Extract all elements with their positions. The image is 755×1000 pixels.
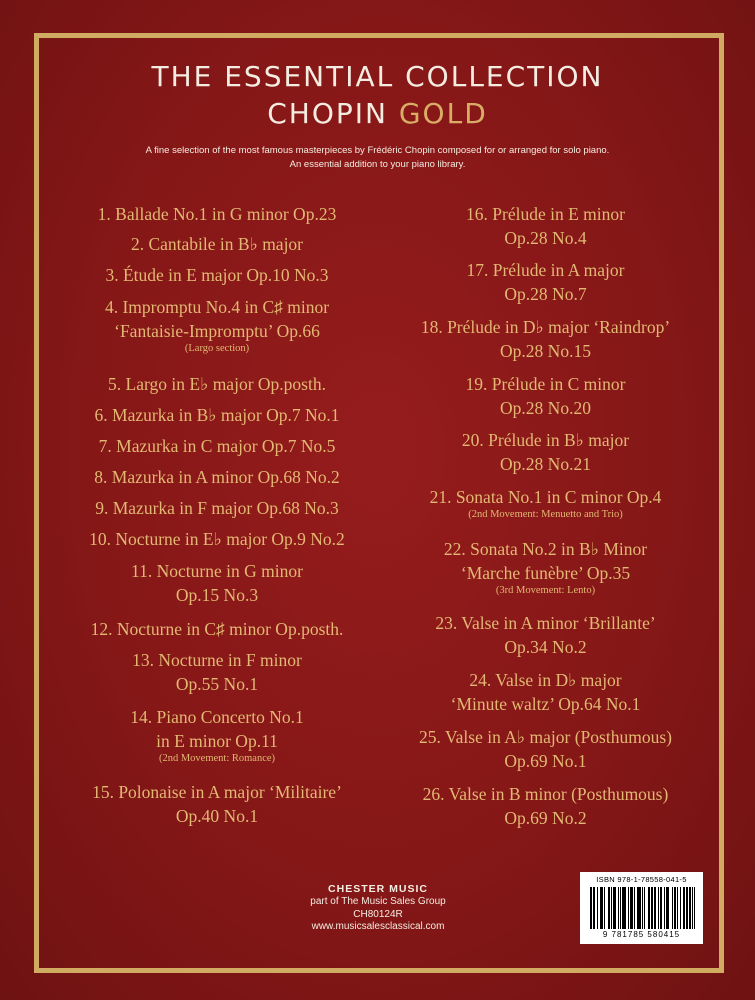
contents-entry-note: (Largo section): [184, 343, 250, 354]
barcode-bar: [689, 887, 690, 929]
contents-entry: [52, 780, 382, 828]
barcode-bar: [590, 887, 592, 929]
contents-entry-line: 5. Largo in E♭ major Op.posth.: [108, 374, 326, 394]
contents-entry: [378, 668, 713, 716]
barcode-bar: [648, 887, 649, 929]
intro-line: An essential addition to your piano library.: [289, 159, 466, 170]
contents-entry: [52, 434, 382, 458]
contents-entry: [52, 263, 382, 287]
book-title-gold: GOLD: [398, 97, 488, 130]
barcode-bar: [632, 887, 633, 929]
contents-entry-line: Op.15 No.3: [175, 585, 259, 605]
isbn-number: ISBN 978-1-78558-041-5: [596, 875, 687, 884]
contents-entry: [52, 465, 382, 489]
contents-entry-line: 25. Valse in A♭ major (Posthumous): [419, 727, 672, 747]
barcode-bar: [628, 887, 629, 929]
barcode-bar: [640, 887, 641, 929]
barcode-bar: [677, 887, 678, 929]
contents-entry-note: (2nd Movement: Menuetto and Trio): [468, 509, 623, 520]
contents-entry-line: 15. Polonaise in A major ‘Militaire’: [92, 782, 342, 802]
barcode-graphic: [588, 887, 695, 929]
contents-entry-line: 11. Nocturne in G minor: [131, 561, 303, 581]
contents-entry-line: 16. Prélude in E minor: [466, 204, 625, 224]
barcode-bar: [686, 887, 688, 929]
contents-entry-line: 17. Prélude in A major: [466, 260, 625, 280]
barcode-bar: [620, 887, 621, 929]
contents-entry-line: Op.28 No.21: [500, 454, 591, 474]
publisher-website: www.musicsalesclassical.com: [311, 921, 445, 932]
barcode-bar: [634, 887, 635, 929]
barcode-bar: [622, 887, 624, 929]
contents-entry: [378, 202, 713, 250]
contents-entry-line: Op.69 No.1: [504, 751, 587, 771]
contents-entry: [378, 315, 713, 363]
barcode-bar: [625, 887, 626, 929]
barcode-bar: [649, 887, 650, 929]
contents-entry-line: 1. Ballade No.1 in G minor Op.23: [97, 204, 337, 224]
barcode-bar: [660, 887, 661, 929]
barcode-bar: [680, 887, 681, 929]
contents-entry-line: 7. Mazurka in C major Op.7 No.5: [98, 436, 336, 456]
barcode-digits: 9 781785 580415: [602, 930, 681, 939]
barcode-bar: [672, 887, 673, 929]
contents-entry-line: Op.69 No.2: [504, 808, 587, 828]
contents-entry-line: Op.40 No.1: [175, 806, 259, 826]
barcode-bar: [664, 887, 665, 929]
barcode-bar: [651, 887, 652, 929]
barcode-bar: [692, 887, 693, 929]
contents-entry-line: 10. Nocturne in E♭ major Op.9 No.2: [89, 529, 345, 549]
contents-entry: [52, 496, 382, 520]
barcode-bar: [630, 887, 632, 929]
barcode-bar: [652, 887, 653, 929]
barcode-bar: [675, 887, 676, 929]
barcode-bar: [674, 887, 675, 929]
barcode-bar: [668, 887, 669, 929]
contents-entry: [52, 648, 382, 696]
barcode-bar: [666, 887, 667, 929]
contents-entry-note: (2nd Movement: Romance): [158, 753, 276, 764]
barcode-bar: [609, 887, 610, 929]
contents-entry-line: 24. Valse in D♭ major: [469, 670, 622, 690]
barcode-bar: [618, 887, 619, 929]
contents-entry: [52, 617, 382, 641]
contents-entry-line: 4. Impromptu No.4 in C♯ minor: [104, 297, 330, 317]
barcode-bar: [613, 887, 614, 929]
barcode-bar: [654, 887, 656, 929]
contents-entry-line: Op.28 No.20: [500, 398, 591, 418]
barcode-bar: [667, 887, 668, 929]
contents-entry-note: (3rd Movement: Lento): [495, 585, 596, 596]
contents-entry-line: 12. Nocturne in C♯ minor Op.posth.: [90, 619, 344, 639]
contents-entry-line: in E minor Op.11: [156, 731, 278, 751]
contents-entry: [378, 725, 713, 773]
contents-entry-line: 22. Sonata No.2 in B♭ Minor: [443, 539, 648, 559]
series-title: [0, 60, 755, 93]
barcode-bar: [611, 887, 612, 929]
barcode-bar: [614, 887, 616, 929]
publisher-name: CHESTER MUSIC: [328, 883, 428, 895]
contents-entry-line: Op.28 No.15: [500, 341, 591, 361]
barcode-bar: [642, 887, 643, 929]
contents-entry: [52, 705, 382, 765]
isbn-barcode-label: [580, 872, 703, 944]
publisher-group: part of The Music Sales Group: [310, 896, 446, 907]
contents-entry-line: 18. Prélude in D♭ major ‘Raindrop’: [420, 317, 671, 337]
contents-entry-line: 3. Étude in E major Op.10 No.3: [105, 265, 329, 285]
contents-entry: [378, 372, 713, 420]
contents-entry-line: Op.55 No.1: [175, 674, 259, 694]
contents-entry: [378, 258, 713, 306]
barcode-bar: [597, 887, 598, 929]
barcode-bar: [644, 887, 645, 929]
book-title: [0, 97, 755, 130]
barcode-bar: [661, 887, 662, 929]
contents-entry: [52, 295, 382, 355]
contents-entry-line: Op.28 No.4: [504, 228, 587, 248]
barcode-bar: [690, 887, 691, 929]
contents-entry-line: 21. Sonata No.1 in C minor Op.4: [429, 487, 662, 507]
contents-entry: [52, 403, 382, 427]
contents-entry: [378, 537, 713, 597]
publisher-block: [238, 882, 518, 934]
intro-blurb: [0, 144, 755, 172]
contents-entry: [378, 611, 713, 659]
contents-entry-line: 20. Prélude in B♭ major: [461, 430, 630, 450]
barcode-bar: [608, 887, 609, 929]
contents-entry-line: 6. Mazurka in B♭ major Op.7 No.1: [94, 405, 340, 425]
contents-entry-line: 2. Cantabile in B♭ major: [130, 234, 304, 254]
barcode-bar: [694, 887, 695, 929]
contents-entry: [378, 485, 713, 521]
contents-entry-line: ‘Fantaisie-Impromptu’ Op.66: [114, 321, 320, 341]
contents-entry: [52, 202, 382, 226]
contents-entry-line: 26. Valse in B minor (Posthumous): [422, 784, 669, 804]
intro-line: A fine selection of the most famous masterpieces by Frédéric Chopin composed for or arranged for solo piano.: [145, 145, 610, 156]
barcode-bar: [658, 887, 659, 929]
barcode-bar: [684, 887, 685, 929]
contents-entry-line: ‘Minute waltz’ Op.64 No.1: [450, 694, 641, 714]
contents-entry-line: 19. Prélude in C minor: [465, 374, 626, 394]
contents-entry-line: 8. Mazurka in A minor Op.68 No.2: [94, 467, 340, 487]
contents-entry-line: Op.34 No.2: [504, 637, 587, 657]
contents-entry: [52, 232, 382, 256]
contents-entry-line: 23. Valse in A minor ‘Brillante’: [435, 613, 656, 633]
contents-entry-line: ‘Marche funèbre’ Op.35: [460, 563, 631, 583]
contents-entry: [378, 782, 713, 830]
barcode-bar: [638, 887, 640, 929]
book-title-chopin: CHOPIN: [267, 97, 388, 130]
contents-entry-line: 13. Nocturne in F minor: [132, 650, 302, 670]
barcode-bar: [637, 887, 638, 929]
barcode-bar: [624, 887, 625, 929]
contents-entry-line: Op.28 No.7: [504, 284, 587, 304]
barcode-bar: [600, 887, 601, 929]
contents-entry: [52, 527, 382, 551]
barcode-bar: [593, 887, 594, 929]
contents-entry-line: 9. Mazurka in F major Op.68 No.3: [95, 498, 339, 518]
series-title-text: THE ESSENTIAL COLLECTION: [151, 60, 604, 93]
barcode-bar: [594, 887, 595, 929]
barcode-bar: [683, 887, 684, 929]
catalogue-number: CH80124R: [353, 908, 403, 920]
barcode-bar: [602, 887, 603, 929]
contents-entry: [378, 428, 713, 476]
contents-entry: [52, 372, 382, 396]
barcode-bar: [604, 887, 605, 929]
contents-entry-line: 14. Piano Concerto No.1: [130, 707, 304, 727]
barcode-bar: [601, 887, 602, 929]
contents-entry: [52, 559, 382, 607]
